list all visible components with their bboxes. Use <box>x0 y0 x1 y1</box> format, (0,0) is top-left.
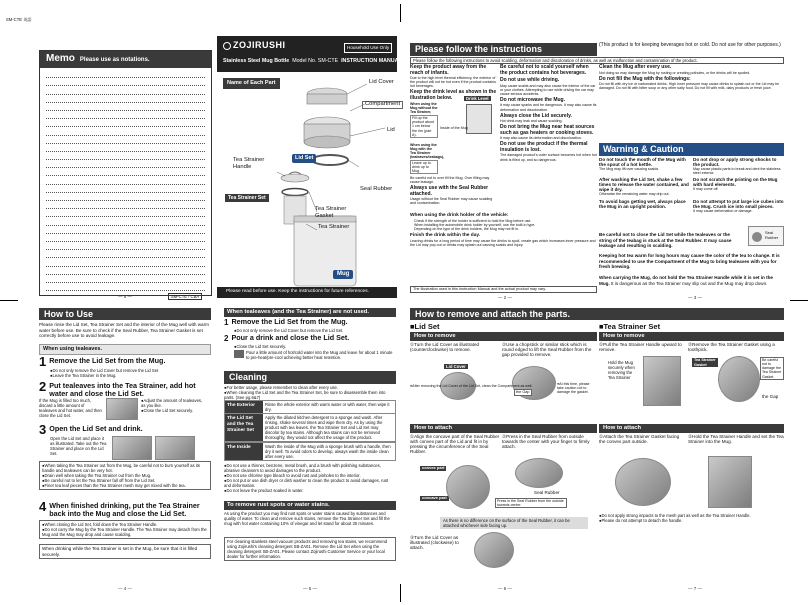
model-code: SM-CTE / CBA <box>168 293 202 300</box>
label-compartment: Compartment <box>362 101 403 109</box>
instruction-heading: Clean the Mug after every use. <box>599 64 672 70</box>
page-number-2: — 2 — <box>497 295 512 300</box>
instruction-block <box>599 77 784 91</box>
warning-heading: Do not drop or apply strong shocks to the product. <box>693 157 777 168</box>
warning-heading: Do not attempt to put large ice cubes into the Mug. Crush ice into small pieces. <box>693 198 784 209</box>
badge-mug: Mug <box>333 270 353 279</box>
p5-step-2-bullet: ● Close the Lid Set securely. <box>224 344 396 349</box>
bullet-item: ● Be careful not to let the Tea Strainer fall off from the Lid Set. <box>42 478 208 483</box>
step-2-photo <box>106 398 138 420</box>
warning-text: Otherwise the remaining water may drip out. <box>599 192 670 197</box>
memo-line <box>46 209 205 217</box>
memo-line <box>46 144 205 152</box>
vehicle-item: When installing the automobile drink holder by yourself, use the built-in type. <box>414 222 536 227</box>
instruction-heading: Keep the drink level as shown in the illustration below. <box>410 89 497 101</box>
seal-rubber-inset <box>748 226 784 246</box>
memo-line <box>46 95 205 103</box>
vehicle-items <box>410 219 597 231</box>
vehicle-section <box>410 213 597 247</box>
step-4 <box>39 500 211 517</box>
bullet-item: ● Please do not attempt to detach the handle. <box>599 518 784 523</box>
step-3-photo-1 <box>112 436 152 460</box>
step-3-title: Open the Lid Set and drink. <box>49 424 143 433</box>
manual-label: INSTRUCTION MANUAL <box>341 58 402 64</box>
instruction-block <box>500 98 597 112</box>
tea-set-heading: ■Tea Strainer Set <box>599 322 661 331</box>
step-4-title: When finished drinking, put the Tea Strainer back into the Mug and close the Lid Set. <box>49 501 200 518</box>
warning-item <box>693 177 784 196</box>
gasket-tag: Tea Strainer Gasket <box>692 358 718 367</box>
careful-seal-note: Be careful not to close the Lid Set while the tealeaves or the string of the teabag is stuck at the Seal Rubber. It may cause leakage and resulting in scalding. <box>599 232 732 248</box>
crop-mark <box>790 300 808 301</box>
tea-set-heading-text: Tea Strainer Set <box>603 322 661 331</box>
memo-line <box>46 250 205 258</box>
memo-line <box>46 111 205 119</box>
warning-heading: Do not touch the mouth of the Mug with the spout of a hot kettle. <box>599 157 686 168</box>
instruction-block <box>599 65 784 75</box>
bullet-item: ● Do not apply strong impacts to the mesh part as well as the Tea Strainer Handle. <box>599 513 784 518</box>
memo-line <box>46 86 205 94</box>
cleaning-row <box>224 442 396 461</box>
instruction-text: It may cause sparks and be dangerous. It may also cause its deformation and discoloration. <box>500 103 597 112</box>
instruction-text: Leave up to drink up to Mug. <box>410 160 438 174</box>
tea-remove-photo-2 <box>718 356 760 402</box>
tea-attach-step-2-desc: Hold the Tea Strainer Handle and set the Tea Strainer into the Mug. <box>688 434 784 445</box>
step-2 <box>39 380 211 420</box>
memo-line <box>46 234 205 242</box>
cleaning-row-label: The Exterior <box>225 401 263 413</box>
bullet-item: ● When closing the Lid Set, fold down the Tea Strainer Handle. <box>42 522 208 527</box>
concave-tag: concave part <box>422 495 447 500</box>
brand-mark-icon <box>223 42 231 50</box>
bullet-item: ● For better usage, please remember to clean after every use. <box>224 385 396 390</box>
memo-line <box>46 267 205 275</box>
bullet-item: ● Finer tea leaf pieces than the Tea Strainer mesh may get mixed with the tea. <box>42 483 208 488</box>
gap-tag-2: the Gap <box>762 394 779 399</box>
instruction-text: May cause scalds and may also cause the interior of the car or your clothes. Attempting to use while driving the car may cause serious accidents. <box>500 83 596 96</box>
tea-attach-bullets <box>599 513 784 523</box>
warning-text: The Mug may lift over causing scalds. <box>599 167 660 172</box>
how-to-use-intro: Please rinse the Lid Set, Tea Strainer Set and the interior of the Mug well with warm water before use. Be sure to check if the Seal Rubber, Tea Strainer Gasket is set correctly before use to avoid leakage. <box>39 322 209 338</box>
lid-set-heading-text: Lid Set <box>414 322 440 331</box>
cover-panel <box>217 36 402 298</box>
p5-step-2-note: Pour a little amount of hot/cold water into the Mug and leave for about 1 minute to pre-heat/pre-cool achieving better heat retention. <box>246 349 393 360</box>
instruction-block <box>410 186 498 205</box>
cleaning-row-label: The Lid Set and the Tea Strainer Set <box>225 414 263 441</box>
step-3-number: 3 <box>39 422 47 437</box>
memo-line <box>46 217 205 225</box>
memo-line <box>46 275 205 283</box>
warning-title: Warning & Caution <box>599 143 784 156</box>
mug-cross-section <box>466 104 492 134</box>
lid-remove-step-2-bullet: ● At this time, please take caution not to damage the gasket. <box>557 382 597 394</box>
tea-remove-photo-1 <box>643 356 681 406</box>
not-used-header: When tealeaves (and the Tea Strainer) are not used. <box>224 308 396 317</box>
badge-tea-strainer-set: Tea Strainer Set <box>225 194 269 202</box>
warning-heading: After washing the Lid Set, shake a few times to release the water contained, and wipe it dry. <box>599 177 689 193</box>
p5-step-1-bullet: ● Do not only remove the Lid Cover but remove the Lid Set. <box>224 328 396 333</box>
instruction-text: Do not fill with dry ice or carbonated drinks. High inner pressure may cause drinks to splash out or the Lid may be damaged. Do not fill with bitter soup or any other salty food. Do not fill with milk, dairy products or fresh juice. <box>599 82 780 91</box>
badge-lid-set: Lid Set <box>292 154 316 163</box>
instruction-block <box>500 78 597 96</box>
cleaning-row-label: The Inside <box>225 443 263 460</box>
instruction-heading: Keep the product away from the reach of infants. <box>410 64 487 76</box>
tea-how-to-remove: How to remove <box>599 332 784 341</box>
instruction-block <box>410 103 438 137</box>
carry-note <box>599 275 784 286</box>
memo-line <box>46 193 205 201</box>
step-3-photo-2 <box>155 436 195 460</box>
instruction-block <box>500 125 597 140</box>
lid-remove-step-1-desc: Turn the Lid Cover as illustrated (counterclockwise) to remove. <box>410 342 480 353</box>
follow-intro: Please follow the following instructions to avoid scalding, deformation and discoloration of drinks, as well as malfunction and contamination of the product. <box>410 57 784 64</box>
bullet-item: ● Drain well when taking the Tea Strainer out from the Mug. <box>42 473 208 478</box>
lid-attach-photo-1 <box>446 465 490 509</box>
instruction-text: Due to the high level thermal efficiency, the exterior of the product will not be hot even if the product contains hot beverages. <box>410 76 496 89</box>
lid-attach-step-2-desc: Press in the Seal Rubber from outside towards the center with your finger to firmly attach. <box>502 434 590 450</box>
instruction-block <box>500 142 597 161</box>
bullet-item: ● When cleaning the Lid Set and the Tea Strainer Set, be sure to disassemble them into parts. (See pg.6&7) <box>224 390 396 400</box>
p5-step-1-title: Remove the Lid Set from the Mug. <box>231 317 348 326</box>
p5-step-2 <box>224 334 396 360</box>
warning-grid <box>599 157 784 215</box>
cover-title-line <box>223 58 402 64</box>
corner-label: SM-CTE 英語 <box>6 17 32 22</box>
step-2-number: 2 <box>39 379 47 394</box>
follow-title: Please follow the instructions <box>410 43 597 56</box>
label-tea-strainer-gasket: Tea Strainer Gasket <box>315 206 347 219</box>
cleaning-table <box>224 400 396 461</box>
warning-item <box>693 157 784 175</box>
seal-rubber-tag: Seal Rubber <box>534 490 560 495</box>
memo-line <box>46 226 205 234</box>
inside-mug-label: Inside of the Mug <box>440 126 468 130</box>
memo-line <box>46 283 205 291</box>
warning-item <box>599 177 690 196</box>
memo-panel <box>39 50 212 296</box>
warning-text: It may come off. <box>693 187 719 192</box>
tea-attach-step-1: ①Attach the Tea Strainer Gasket facing the convex part outside. <box>599 434 680 445</box>
memo-line <box>46 152 205 160</box>
brand-logo <box>223 40 286 51</box>
p5-step-1 <box>224 318 396 333</box>
crop-mark <box>0 300 18 301</box>
instruction-block <box>410 65 498 88</box>
note-pencil-icon <box>234 350 244 358</box>
cleaning-row <box>224 400 396 414</box>
lid-remove-step-1 <box>410 342 502 402</box>
tea-remove-step-2-desc: Remove the Tea Strainer Gasket using a toothpick. <box>688 342 775 353</box>
keep-tea-note: Keeping hot tea warm for long hours may cause the color of the tea to change. It is recommended to use the Compartment of the Mug to bring tealeaves with you for fresh brewing. <box>599 253 780 269</box>
lid-set-heading: ■Lid Set <box>410 322 440 331</box>
lid-attach-step-1-desc: Align the concave part of the Seal Rubber with convex part of the Lid and fit in by pressing the circumference of the Seal Rubber. <box>410 434 500 455</box>
seal-rubber-drawing <box>312 155 348 165</box>
page-number-1: — 1 — <box>302 294 317 299</box>
memo-lines <box>40 68 211 293</box>
follow-column-2 <box>500 65 597 164</box>
bullet-item: ● Do not only remove the Lid Cover but remove the Lid Set <box>50 368 211 373</box>
cleaning-cautions <box>224 463 396 493</box>
step-3 <box>39 423 211 460</box>
instruction-heading: Do not fill the Mug with the followings: <box>599 75 691 82</box>
page-number-5: — 5 — <box>302 586 317 591</box>
warning-text: May cause plastic parts to break and dent the stainless steel exterior. <box>693 167 781 176</box>
instruction-heading: Do not microwave the Mug. <box>500 96 566 103</box>
tea-attach-step-2: ②Hold the Tea Strainer Handle and set the Tea Strainer into the Mug. <box>688 434 784 445</box>
memo-line <box>46 185 205 193</box>
memo-line <box>46 119 205 127</box>
finish-heading: Finish the drink within the day. <box>410 233 481 239</box>
step-1-bullets <box>39 368 211 378</box>
lid-remove-step-2 <box>502 342 597 402</box>
instruction-heading: Do not use while driving. <box>500 77 560 83</box>
memo-line <box>46 242 205 250</box>
step-4-bullets <box>39 520 211 539</box>
bullet-item: ● When taking the Tea Strainer out from the Mug, be careful not to burn yourself as its handle and tealeaves can be very hot. <box>42 463 208 473</box>
instruction-heading: Do not bring the Mug near heat sources such as gas heaters or cooking stoves. <box>500 124 595 136</box>
lid-attach-photo-3 <box>474 532 514 568</box>
cleaning-row-value: Apply the diluted kitchen detergent to a sponge and wash. After rinsing, shake several times and wipe them dry. As by using the product with tea leaves, the Tea Strainer Set and Lid Set may discolor by tea stains. Although tea stains can not be removed thoroughly, they would not affect the usage of the product. <box>265 415 383 441</box>
step-1-title: Remove the Lid Set from the Mug. <box>49 356 166 365</box>
drink-level-illustration <box>440 96 498 148</box>
bullet-item: ● Do not leave the product soaked in water. <box>224 488 396 493</box>
memo-header <box>40 51 211 68</box>
memo-title: Memo <box>46 53 75 64</box>
warning-heading: Do not scratch the printing on the Mug with hard elements. <box>693 177 778 188</box>
step-2-title: Put tealeaves into the Tea Strainer, add hot water and close the Lid Set. <box>49 381 196 398</box>
tea-attach-step-1-desc: Attach the Tea Strainer Gasket facing the convex part outside. <box>599 434 680 445</box>
instruction-block <box>410 176 498 184</box>
lid-remove-step-2-desc: Use a chopstick or similar stick which is round edged to lift the Seal Rubber from the gap provided to remove. <box>502 342 592 358</box>
drink-level-label: Drink Level <box>466 96 489 101</box>
gap-tag: the Gap <box>516 390 530 394</box>
brand-name: ZOJIRUSHI <box>233 40 286 50</box>
instruction-heading: When using the Mug with the Tea Strainer (tealeaves/teabags), <box>410 142 445 159</box>
surface-note: As there is no difference on the surface of the Seal Rubber, it can be attached whichever side facing up. <box>440 517 588 529</box>
instruction-text: The damaged product's outer surface becomes hot when hot drink is filled up, and so dangerous. <box>500 153 597 162</box>
label-tea-strainer-handle: Tea Strainer Handle <box>233 157 265 170</box>
bullet-item: ● Leave the Tea Strainer in the Mug. <box>50 373 211 378</box>
memo-line <box>46 136 205 144</box>
household-badge: Household Use Only <box>344 43 392 53</box>
lid-attach-photo-2 <box>515 458 563 488</box>
remove-attach-title: How to remove and attach the parts. <box>410 308 784 320</box>
label-lid-cover: Lid Cover <box>369 79 394 85</box>
follow-column-3 <box>599 65 784 92</box>
tea-remove-step-1-note: Hold the Mug securely when removing the Tea Strainer <box>608 360 635 381</box>
lid-how-to-remove: How to remove <box>410 332 597 341</box>
how-to-use-title: How to Use <box>39 308 211 320</box>
lid-remove-step-2-text: ②Use a chopstick or similar stick which is round edged to lift the Seal Rubber from the gap provided to remove. <box>502 342 592 358</box>
press-note: Press in the Seal Rubber from the outside towards center. <box>495 498 567 508</box>
label-tea-strainer: Tea Strainer <box>318 224 350 230</box>
bullet-item: ● Do not use a thinner, benzene, metal brush, and a brush with polishing substances, abrasive cleansers to avoid damages to the product. <box>224 463 396 473</box>
crop-mark <box>400 584 401 602</box>
crop-mark <box>400 4 401 22</box>
model-number: Model No. SM-CTE <box>292 58 339 64</box>
cleaning-title: Cleaning <box>224 371 396 384</box>
tea-how-to-attach: How to attach <box>599 424 784 433</box>
lid-remove-after: ● After removing the Lid Cover of the Lid Set, clean the Compartment as well. <box>410 384 597 388</box>
vehicle-heading: When using the drink holder of the vehicle: <box>410 213 509 218</box>
instruction-heading: When using the Mug without the Tea Strainer, <box>410 102 438 115</box>
cleaning-row-value: Wash the inside of the Mug with a sponge brush with a handle, then dry it well. To avoid odors to develop, always wash the inside clean after every use. <box>265 443 391 459</box>
memo-line <box>46 160 205 168</box>
instruction-block <box>500 65 597 76</box>
cleaning-bullets <box>224 385 396 400</box>
instruction-text: Not doing so may damage the Mug by rusting or creating potholes, or the drinks will be spoiled. <box>599 70 751 75</box>
cleaning-row <box>224 413 396 442</box>
instruction-heading: Always use with the Seal Rubber attached. <box>410 185 489 197</box>
tea-remove-step-1: ①Pull the Tea Strainer Handle upward to remove. <box>599 342 682 353</box>
p5-step-2-title: Pour a drink and close the Lid Set. <box>231 333 350 342</box>
memo-line <box>46 258 205 266</box>
instruction-text: Fill up the product about 1 cm below the rim (part A). <box>410 115 438 138</box>
instruction-heading: Do not use the product if the thermal insulation is lost. <box>500 141 588 153</box>
tealeaves-header: When using tealeaves. <box>39 344 211 355</box>
instruction-block <box>500 114 597 124</box>
lid-cover-tag: Lid Cover <box>446 364 466 369</box>
p5-step-2-number: 2 <box>224 334 229 343</box>
cover-footer: Please read before use. Keep the instructions for future references. <box>226 289 369 294</box>
instruction-heading: Always close the Lid securely. <box>500 112 572 119</box>
instruction-text: It may also cause its deformation and discoloration. <box>500 136 582 141</box>
instruction-block <box>410 142 445 174</box>
bullet-item: ● Do not put or use dish dryer or dish washer to clean the product to avoid damages, rust and deformation. <box>224 478 396 488</box>
tea-remove-step-2: ②Remove the Tea Strainer Gasket using a toothpick. <box>688 342 775 353</box>
vehicle-item: Depending on the type of the drink holders, the Mug may not fit in. <box>414 227 520 231</box>
warning-text: It may cause deformation or damage. <box>693 208 753 213</box>
page-number-7: — 7 — <box>687 586 702 591</box>
page-number-4: — 4 — <box>117 586 132 591</box>
lid-remove-step-1-text: ①Turn the Lid Cover as illustrated (counterclockwise) to remove. <box>410 342 480 353</box>
vehicle-item: Check if the strength of the holder is sufficient to hold the Mug before use. <box>414 218 532 223</box>
step-1-number: 1 <box>39 354 47 369</box>
illustration-footnote: The illustration used in this Instruction Manual and the actual product may vary. <box>410 286 597 293</box>
warning-item <box>693 199 784 213</box>
bullet-item: ● Do not carry the Mug by the Tea Strainer Handle. The Tea Strainer may detach from the Mug and the Mug may drop and cause scalding. <box>42 527 208 537</box>
memo-line <box>46 103 205 111</box>
memo-line <box>46 201 205 209</box>
lid-attach-step-1: ①Align the concave part of the Seal Rubber with convex part of the Lid and fit in by pressing the circumference of the Seal Rubber. <box>410 434 500 455</box>
memo-line <box>46 70 205 78</box>
rust-note: For cleaning stainless steel vacuum products and removing tea stains, we recommend using Zojirushi's cleaning detergent SB-ZA01. Remove the Lid Set when using the cleaning detergent SB-ZA01. Please contact Zojirushi Customer Service or your local dealer for further information. <box>224 537 396 561</box>
p5-step-1-number: 1 <box>224 318 229 327</box>
step-4-number: 4 <box>39 499 47 514</box>
lid-attach-step-2: ②Press in the Seal Rubber from outside towards the center with your finger to firmly attach. <box>502 434 590 450</box>
bullet-item: ● Close the Lid Set securely. <box>141 408 207 413</box>
warning-item <box>599 157 690 175</box>
bullet-item: ● Adjust the amount of tealeaves, as you like. <box>141 398 207 408</box>
lid-attach-step-3-desc: Turn the Lid Cover as illustrated (clockwise) to attach. <box>410 535 459 551</box>
memo-line <box>46 78 205 86</box>
rust-header: To remove rust spots or water stains. <box>224 501 396 510</box>
name-of-part: Name of Each Part <box>223 78 280 89</box>
lid-attach-step-3: ③Turn the Lid Cover as illustrated (clockwise) to attach. <box>410 535 459 551</box>
warning-heading: To avoid bags getting wet, always place the Mug in an upright position. <box>599 198 686 209</box>
step-3-text: Open the Lid Set and place it as illustrated. Take out the Tea Strainer and place on the Lid Set. <box>50 436 107 457</box>
lid-how-to-attach: How to attach <box>410 424 597 433</box>
carry-heading: When carrying the Mug, do not hold the Tea Strainer Handle while it is set in the Mug. <box>599 275 773 286</box>
memo-line <box>46 127 205 135</box>
step-3-bullets <box>39 461 211 490</box>
page-number-6: — 6 — <box>497 586 512 591</box>
step-2-bullets <box>141 398 207 420</box>
instruction-text: Hot drink may leak and cause scalding. <box>500 119 563 124</box>
memo-line <box>46 176 205 184</box>
step-4-note: When drinking while the Tea Strainer is set in the Mug, be sure that it is filled securely. <box>39 544 211 559</box>
seal-rubber-inset-label: Seal Rubber <box>765 230 779 240</box>
tea-remove-step-1-desc: Pull the Tea Strainer Handle upward to remove. <box>599 342 682 353</box>
tea-attach-photo-2 <box>708 456 752 508</box>
label-lid: Lid <box>387 127 395 133</box>
tea-attach-photo-1 <box>615 458 671 506</box>
follow-note: (This product is for keeping beverages hot or cold. Do not use for other purposes.) <box>599 42 781 48</box>
instruction-text: Be careful not to over fill the Mug. Over filling may cause leakage. <box>410 176 490 185</box>
cleaning-row-value: Rinse the whole exterior with warm water or with water, then wipe it dry. <box>265 401 390 412</box>
seal-rubber-icon <box>752 232 762 242</box>
bullet-item: ● Do not use chlorine type bleach to avoid rust and pinholes to the interior. <box>224 473 396 478</box>
step-2-text: If the Mug is filled too much, discard a little amount of tealeaves and hot water, and then close the Lid Set. <box>39 398 102 419</box>
instruction-text: Usage without the Seal Rubber may cause scalding and contamination. <box>410 197 493 206</box>
label-seal-rubber: Seal Rubber <box>360 186 393 192</box>
gasket-careful: Be careful not to damage the Tea Strainer Gasket. <box>760 357 784 380</box>
instruction-heading: Be careful not to scald yourself when the product contains hot beverages. <box>500 64 589 76</box>
page-number-8: — 8 — <box>117 294 132 299</box>
carry-text: It is dangerous as the Tea Strainer may slip out and the Mug may drop down. <box>611 280 768 286</box>
warning-item <box>599 199 690 213</box>
page-number-3: — 3 — <box>687 295 702 300</box>
memo-subtitle: Please use as notations. <box>79 57 150 63</box>
product-title: Stainless Steel Mug Bottle <box>223 58 290 64</box>
convex-tag: convex part <box>422 465 445 470</box>
memo-line <box>46 168 205 176</box>
step-1 <box>39 355 211 378</box>
rust-text: As using the product you may find rust spots or water stains caused by substances and quality of water. To clean and remove such stains, remove the Tea Strainer Set and fill the mug with hot water containing 10% of vinegar and let stand for about 30 minutes. <box>224 511 390 527</box>
finish-text: Leaving drinks for a long period of time may cause the drinks to spoil, create gas which increases inner pressure and the Lid may pop out or drinks may splash out causing scalds and injury. <box>410 238 596 247</box>
